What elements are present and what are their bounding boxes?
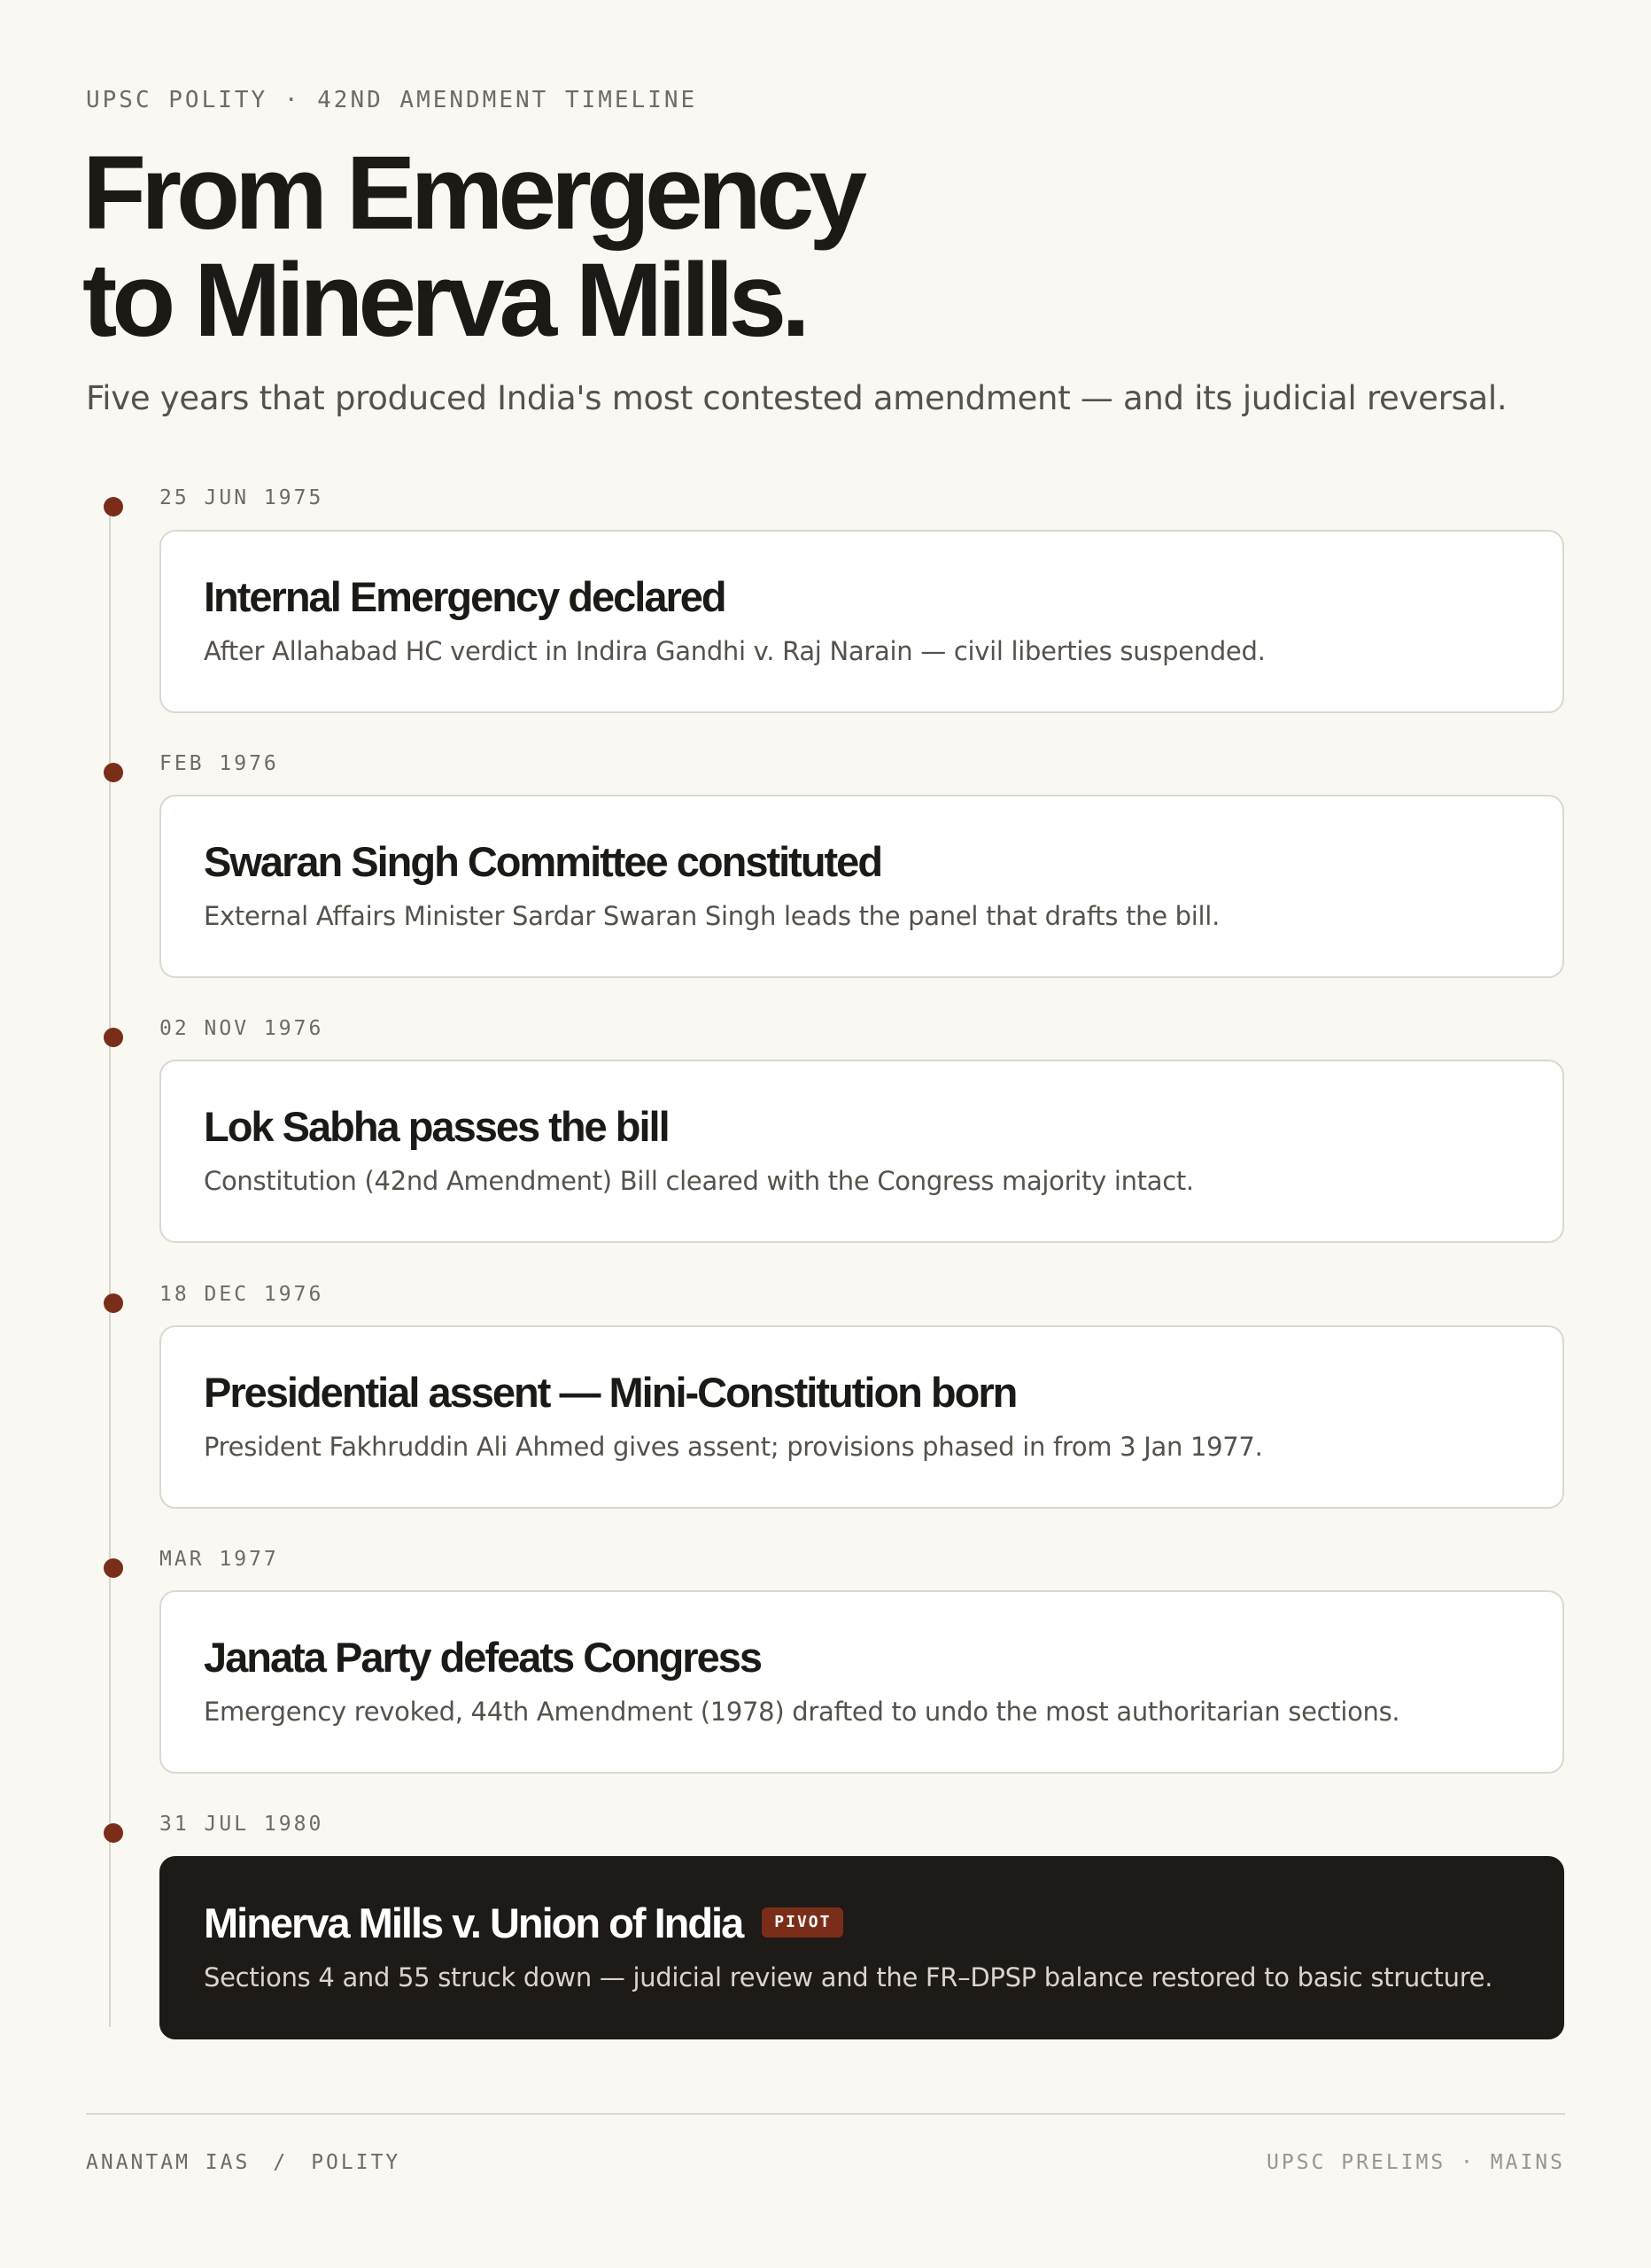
event-description: Emergency revoked, 44th Amendment (1978) drafted to undo the most authoritarian sections. xyxy=(204,1697,1400,1727)
timeline-dot xyxy=(104,1823,123,1843)
event-date: MAR 1977 xyxy=(159,1548,279,1571)
event-title: Internal Emergency declared xyxy=(204,573,725,620)
event-title-text: Minerva Mills v. Union of India xyxy=(204,1899,743,1946)
footer-section: POLITY xyxy=(311,2151,401,2174)
timeline-rail xyxy=(109,507,111,2027)
event-date: FEB 1976 xyxy=(159,752,279,775)
timeline-dot xyxy=(104,497,123,517)
event-card xyxy=(159,1060,1564,1243)
event-card xyxy=(159,530,1564,713)
event-title: Lok Sabha passes the bill xyxy=(204,1103,669,1150)
footer-exam-label: UPSC PRELIMS · MAINS xyxy=(1267,2151,1565,2174)
pivot-badge: PIVOT xyxy=(762,1907,843,1938)
event-description: Constitution (42nd Amendment) Bill cleared with the Congress majority intact. xyxy=(204,1166,1194,1196)
event-card xyxy=(159,1590,1564,1774)
page-subtitle: Five years that produced India's most contested amendment — and its judicial reversal. xyxy=(86,379,1508,417)
eyebrow-label: UPSC POLITY · 42ND AMENDMENT TIMELINE xyxy=(86,87,698,113)
footer-brand xyxy=(86,2151,400,2174)
page-title-line-2: to Minerva Mills. xyxy=(82,242,805,359)
event-description: After Allahabad HC verdict in Indira Gandhi v. Raj Narain — civil liberties suspended. xyxy=(204,636,1266,666)
footer-separator: / xyxy=(273,2151,289,2174)
event-title xyxy=(204,1897,843,1950)
event-title: Janata Party defeats Congress xyxy=(204,1634,762,1681)
timeline-dot xyxy=(104,1558,123,1578)
event-date: 18 DEC 1976 xyxy=(159,1283,324,1306)
event-card xyxy=(159,1325,1564,1509)
event-date: 25 JUN 1975 xyxy=(159,486,324,509)
timeline-dot xyxy=(104,1293,123,1313)
event-title: Swaran Singh Committee constituted xyxy=(204,838,882,885)
page-title-line-1: From Emergency xyxy=(82,135,862,252)
event-card-highlighted xyxy=(159,1856,1564,2039)
event-card xyxy=(159,795,1564,978)
footer-brand-name: ANANTAM IAS xyxy=(86,2151,251,2174)
event-date: 31 JUL 1980 xyxy=(159,1813,324,1836)
event-description: Sections 4 and 55 struck down — judicial review and the FR–DPSP balance restored to basic structure. xyxy=(204,1962,1493,1992)
event-description: President Fakhruddin Ali Ahmed gives assent; provisions phased in from 3 Jan 1977. xyxy=(204,1432,1263,1462)
timeline-dot xyxy=(104,763,123,782)
event-title: Presidential assent — Mini-Constitution born xyxy=(204,1369,1017,1416)
event-date: 02 NOV 1976 xyxy=(159,1017,324,1040)
event-description: External Affairs Minister Sardar Swaran Singh leads the panel that drafts the bill. xyxy=(204,901,1220,931)
timeline-dot xyxy=(104,1028,123,1047)
footer-divider xyxy=(86,2113,1565,2115)
